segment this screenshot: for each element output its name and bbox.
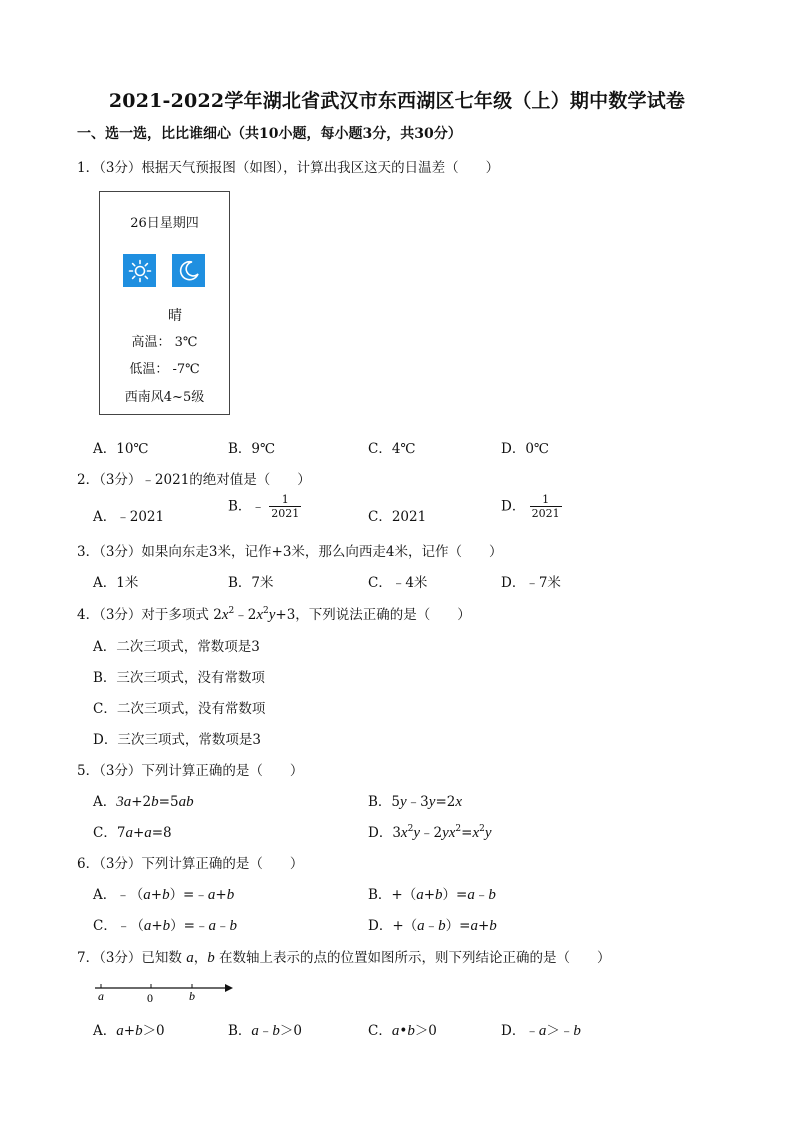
- number-line-label-b: b: [189, 989, 195, 1003]
- q7-option-c-label: C．: [368, 1023, 392, 1039]
- q2-option-a[interactable]: A．﹣2021: [93, 509, 165, 525]
- fraction: [530, 494, 562, 520]
- q5-option-c[interactable]: C．7a+a=8: [93, 825, 172, 841]
- q2-option-b[interactable]: [228, 494, 301, 520]
- fraction-numerator: 1: [281, 493, 289, 506]
- sun-icon: [123, 254, 156, 287]
- q1-option-a[interactable]: A．10℃: [93, 441, 149, 457]
- q6-option-c-label: C．﹣（: [93, 918, 144, 934]
- weather-wind: 西南风4~5级: [124, 390, 205, 405]
- question-6: 6．（3分）下列计算正确的是（ ）: [77, 856, 304, 872]
- question-4: 4．（3分）对于多项式 $2x^2﹣2x^2y+3$，下列说法正确的是（ ）: [77, 606, 471, 623]
- q6-option-b[interactable]: B．+（a+b）=a﹣b: [368, 887, 496, 903]
- question-7-prefix: 7．（3分）已知数: [77, 950, 182, 966]
- question-1: 1．（3分）根据天气预报图（如图），计算出我区这天的日温差（ ）: [77, 160, 500, 176]
- weather-card: [99, 191, 230, 415]
- q7-option-b[interactable]: B．a﹣b＞0: [228, 1023, 303, 1039]
- q4-option-a[interactable]: A．二次三项式，常数项是3: [93, 639, 260, 655]
- q5-option-d-label: D．: [368, 825, 393, 841]
- number-line-label-a: a: [98, 989, 104, 1003]
- fraction: [269, 494, 301, 520]
- number-line-label-zero: 0: [147, 991, 153, 1005]
- q1-option-c[interactable]: C．4℃: [368, 441, 416, 457]
- q3-option-c[interactable]: C．﹣4米: [368, 575, 428, 591]
- q6-option-c[interactable]: C．﹣（a+b）=﹣a﹣b: [93, 918, 237, 934]
- q6-option-d[interactable]: D．+（a﹣b）=a+b: [368, 918, 497, 934]
- q6-option-d-label: D．+（: [368, 918, 418, 934]
- q2-option-d[interactable]: [501, 494, 562, 520]
- weather-condition: 晴: [168, 308, 182, 324]
- page-title: 2021-2022学年湖北省武汉市东西湖区七年级（上）期中数学试卷: [108, 90, 686, 112]
- q7-option-b-label: B．: [228, 1023, 252, 1039]
- q4-option-b[interactable]: B．三次三项式，没有常数项: [93, 670, 265, 686]
- q6-option-b-label: B．+（: [368, 887, 417, 903]
- q7-option-a[interactable]: A．a+b＞0: [93, 1023, 165, 1039]
- question-4-prefix: 4．（3分）对于多项式 2: [77, 607, 222, 623]
- q5-option-d[interactable]: D．$3x^2y﹣2yx^2=x^2y$: [368, 824, 492, 841]
- question-2: 2．（3分）﹣2021的绝对值是（ ）: [77, 472, 311, 488]
- q7-option-d[interactable]: D．﹣a＞﹣b: [501, 1023, 581, 1039]
- weather-date: 26日星期四: [130, 216, 199, 231]
- q3-option-a[interactable]: A．1米: [93, 575, 139, 591]
- q5-option-a[interactable]: A．3a+2b=5ab: [93, 794, 194, 810]
- q5-option-c-label: C．: [93, 825, 117, 841]
- question-7: 7．（3分）已知数 a，b 在数轴上表示的点的位置如图所示，则下列结论正确的是（ ）: [77, 950, 611, 966]
- q3-option-d[interactable]: D．﹣7米: [501, 575, 561, 591]
- q6-option-a[interactable]: A．﹣（a+b）=﹣a+b: [93, 887, 235, 903]
- question-5: 5．（3分）下列计算正确的是（ ）: [77, 763, 304, 779]
- fraction-denominator: 2021: [271, 507, 300, 520]
- number-line: [93, 978, 233, 1008]
- q2-option-b-label: B．﹣: [228, 498, 265, 515]
- question-4-suffix: ，下列说法正确的是（ ）: [295, 607, 471, 623]
- q4-option-c[interactable]: C．二次三项式，没有常数项: [93, 701, 266, 717]
- q7-option-a-label: A．: [93, 1023, 117, 1039]
- moon-icon: [172, 254, 205, 287]
- q5-option-b[interactable]: B．5y﹣3y=2x: [368, 794, 463, 810]
- q6-option-a-label: A．﹣（: [93, 887, 144, 903]
- weather-high: 高温： 3℃: [131, 335, 198, 350]
- q4-option-d[interactable]: D．三次三项式，常数项是3: [93, 732, 261, 748]
- q7-option-d-label: D．: [501, 1023, 526, 1039]
- fraction-denominator: 2021: [531, 507, 560, 520]
- q2-option-c[interactable]: C．2021: [368, 509, 427, 525]
- question-7-suffix: 在数轴上表示的点的位置如图所示，则下列结论正确的是（ ）: [219, 950, 611, 966]
- q7-option-c[interactable]: C．a•b＞0: [368, 1023, 437, 1039]
- q3-option-b[interactable]: B．7米: [228, 575, 274, 591]
- q5-option-b-label: B．: [368, 794, 392, 810]
- section-heading: 一、选一选，比比谁细心（共10小题，每小题3分，共30分）: [77, 126, 462, 142]
- q5-option-a-label: A．: [93, 794, 117, 810]
- fraction-numerator: 1: [542, 493, 550, 506]
- weather-low: 低温： -7℃: [129, 362, 200, 377]
- q1-option-b[interactable]: B．9℃: [228, 441, 276, 457]
- question-3: 3．（3分）如果向东走3米，记作+3米，那么向西走4米，记作（ ）: [77, 544, 503, 560]
- q2-option-d-label: D．: [501, 498, 526, 515]
- q1-option-d[interactable]: D．0℃: [501, 441, 550, 457]
